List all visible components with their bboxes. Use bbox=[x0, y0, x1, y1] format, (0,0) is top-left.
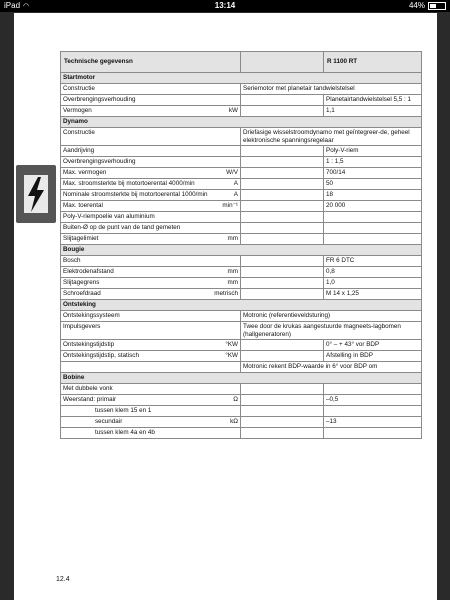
row-value: Afstelling in BDP bbox=[324, 351, 422, 362]
row-label-cell bbox=[61, 384, 241, 395]
row-label: Nominale stroomsterkte bij motortoerental 1000/min bbox=[63, 191, 208, 199]
row-value-wide: Motronic rekent BDP-waarde in 6° voor BDP om bbox=[241, 362, 422, 373]
row-unit: mm bbox=[227, 268, 238, 276]
row-label-cell bbox=[61, 311, 241, 322]
row-label-cell bbox=[61, 168, 241, 179]
row-value: M 14 x 1,25 bbox=[324, 289, 422, 300]
table-row bbox=[61, 362, 422, 373]
status-right bbox=[409, 0, 446, 12]
row-label: Elektrodenafstand bbox=[63, 268, 114, 276]
row-value-mid bbox=[241, 256, 324, 267]
header-mid bbox=[241, 52, 324, 73]
table-row bbox=[61, 340, 422, 351]
section-heading-dynamo bbox=[61, 117, 422, 128]
row-value: 50 bbox=[324, 179, 422, 190]
header-left: Technische gegevensn bbox=[61, 52, 241, 73]
row-label: Slijtagegrens bbox=[63, 279, 100, 287]
row-value bbox=[324, 428, 422, 439]
table-row bbox=[61, 106, 422, 117]
row-label: Overbrengingsverhouding bbox=[63, 158, 136, 166]
row-value-mid bbox=[241, 201, 324, 212]
table-header bbox=[61, 52, 422, 73]
row-value: 0,8 bbox=[324, 267, 422, 278]
row-label: Aandrijving bbox=[63, 147, 95, 155]
row-label-cell bbox=[61, 267, 241, 278]
bolt-graphic bbox=[16, 165, 56, 223]
row-value: 1,1 bbox=[324, 106, 422, 117]
wifi-icon: ◠ bbox=[23, 3, 30, 10]
row-label-cell bbox=[61, 351, 241, 362]
row-value-mid bbox=[241, 340, 324, 351]
row-label: Poly-V-riempoelie van aluminium bbox=[63, 213, 155, 221]
row-value-mid bbox=[241, 428, 324, 439]
row-unit: mm bbox=[227, 279, 238, 287]
row-label-cell bbox=[61, 395, 241, 406]
row-value-mid bbox=[241, 406, 324, 417]
table-row bbox=[61, 278, 422, 289]
table-row bbox=[61, 201, 422, 212]
row-label-cell bbox=[61, 179, 241, 190]
table-row bbox=[61, 168, 422, 179]
row-label-cell bbox=[61, 322, 241, 340]
row-label-cell bbox=[61, 340, 241, 351]
table-row bbox=[61, 256, 422, 267]
row-label: tussen klem 4a en 4b bbox=[95, 429, 155, 437]
row-label: Vermogen bbox=[63, 107, 92, 114]
row-value: 20 000 bbox=[324, 201, 422, 212]
row-value-mid bbox=[241, 384, 324, 395]
row-unit: °KW bbox=[225, 341, 238, 349]
row-label-cell bbox=[61, 146, 241, 157]
row-label-cell bbox=[61, 223, 241, 234]
row-unit: A bbox=[233, 180, 238, 188]
row-value: Poly-V-riem bbox=[324, 146, 422, 157]
battery-icon bbox=[428, 2, 446, 10]
row-unit: W/V bbox=[226, 169, 238, 177]
row-label: Ontstekingstijdstip, statisch bbox=[63, 352, 139, 360]
row-label: Buiten-Ø op de punt van de tand gemeten bbox=[63, 224, 181, 232]
row-label-cell bbox=[61, 234, 241, 245]
row-value-mid bbox=[241, 223, 324, 234]
ios-status-bar bbox=[0, 0, 450, 12]
table-row bbox=[61, 289, 422, 300]
table-row bbox=[61, 128, 422, 146]
row-label: secundair bbox=[95, 418, 123, 426]
row-label: Schroefdraad bbox=[63, 290, 101, 298]
row-unit: kW bbox=[228, 107, 238, 114]
row-value-mid bbox=[241, 179, 324, 190]
row-unit: A bbox=[233, 191, 238, 199]
table-row bbox=[61, 146, 422, 157]
row-label: Bosch bbox=[63, 257, 81, 265]
table-row bbox=[61, 417, 422, 428]
table-row bbox=[61, 95, 422, 106]
section-title: Bougie bbox=[61, 245, 422, 256]
row-value-mid bbox=[241, 417, 324, 428]
row-value bbox=[324, 406, 422, 417]
section-heading-startmotor bbox=[61, 73, 422, 84]
section-title: Ontsteking bbox=[61, 300, 422, 311]
row-value bbox=[324, 212, 422, 223]
row-value-mid bbox=[241, 95, 324, 106]
row-label: Max. vermogen bbox=[63, 169, 107, 177]
row-value-mid bbox=[241, 267, 324, 278]
row-label-cell bbox=[61, 95, 241, 106]
header-right: R 1100 RT bbox=[324, 52, 422, 73]
row-label: Slijtagelimiet bbox=[63, 235, 99, 243]
table-row bbox=[61, 234, 422, 245]
row-value-mid bbox=[241, 190, 324, 201]
row-value-mid bbox=[241, 106, 324, 117]
table-row bbox=[61, 267, 422, 278]
row-label-cell bbox=[61, 428, 241, 439]
document-page[interactable] bbox=[14, 13, 437, 600]
row-label-cell bbox=[61, 362, 241, 373]
row-label: tussen klem 15 en 1 bbox=[95, 407, 152, 415]
table-row bbox=[61, 322, 422, 340]
row-value-wide: Driefasige wisselstroomdynamo met geïntegreer-de, geheel elektronische spanningsregelaar bbox=[241, 128, 422, 146]
device-label: iPad bbox=[4, 1, 21, 10]
row-value: 0° – + 43° vor BDP bbox=[324, 340, 422, 351]
section-heading-bougie bbox=[61, 245, 422, 256]
row-value-mid bbox=[241, 395, 324, 406]
row-label-cell bbox=[61, 406, 241, 417]
row-value-mid bbox=[241, 212, 324, 223]
row-label-cell bbox=[61, 190, 241, 201]
row-value-mid bbox=[241, 351, 324, 362]
row-label: Ontstekingstijdstip bbox=[63, 341, 115, 349]
row-label-cell bbox=[61, 84, 241, 95]
battery-percent: 44% bbox=[408, 1, 425, 10]
row-label: Met dubbele vonk bbox=[63, 385, 113, 393]
row-value: –13 bbox=[324, 417, 422, 428]
row-label: Constructie bbox=[63, 129, 95, 136]
row-value: FR 6 DTC bbox=[324, 256, 422, 267]
section-title: Dynamo bbox=[61, 117, 422, 128]
row-label: Max. toerental bbox=[63, 202, 103, 210]
spec-table bbox=[60, 51, 422, 439]
row-unit: °KW bbox=[225, 352, 238, 360]
row-unit: metrisch bbox=[214, 290, 238, 298]
table-row bbox=[61, 395, 422, 406]
table-row bbox=[61, 179, 422, 190]
table-row bbox=[61, 384, 422, 395]
row-value: 700/14 bbox=[324, 168, 422, 179]
row-label: Overbrengingsverhouding bbox=[63, 96, 136, 103]
row-value bbox=[324, 384, 422, 395]
row-label-cell bbox=[61, 128, 241, 146]
battery-fill bbox=[430, 4, 436, 8]
row-label-cell bbox=[61, 278, 241, 289]
row-label: Max. stroomsterkte bij motortoerental 4000/min bbox=[63, 180, 195, 188]
row-value: Planetairtandwielstelsel 5,5 : 1 bbox=[324, 95, 422, 106]
row-label-cell bbox=[61, 212, 241, 223]
row-label-cell bbox=[61, 289, 241, 300]
row-value-wide: Seriemotor met planetair tandwielstelsel bbox=[241, 84, 422, 95]
row-label-cell bbox=[61, 157, 241, 168]
section-title: Startmotor bbox=[61, 73, 422, 84]
row-label-cell bbox=[61, 201, 241, 212]
row-label: Constructie bbox=[63, 85, 95, 92]
page-number: 12.4 bbox=[56, 576, 70, 583]
row-value-mid bbox=[241, 157, 324, 168]
row-unit: Ω bbox=[233, 396, 238, 404]
row-value bbox=[324, 234, 422, 245]
row-label: Weerstand: primair bbox=[63, 396, 117, 404]
row-value bbox=[324, 223, 422, 234]
row-label: Impulsgevers bbox=[63, 323, 101, 331]
row-value-mid bbox=[241, 146, 324, 157]
table-row bbox=[61, 212, 422, 223]
table-row bbox=[61, 223, 422, 234]
row-label-cell bbox=[61, 106, 241, 117]
row-label-cell bbox=[61, 256, 241, 267]
row-label-cell bbox=[61, 417, 241, 428]
table-row bbox=[61, 311, 422, 322]
section-title: Bobine bbox=[61, 373, 422, 384]
row-value-mid bbox=[241, 289, 324, 300]
row-unit: mm bbox=[227, 235, 238, 243]
table-row bbox=[61, 351, 422, 362]
table-row bbox=[61, 157, 422, 168]
row-value-wide: Twee door de krukas aangestuurde magneets-lagbomen (hallgeneratoren) bbox=[241, 322, 422, 340]
table-row bbox=[61, 190, 422, 201]
status-time: 13:14 bbox=[214, 1, 236, 10]
row-value-mid bbox=[241, 168, 324, 179]
row-label: Ontstekingssysteem bbox=[63, 312, 120, 320]
row-value: 1,0 bbox=[324, 278, 422, 289]
row-value-mid bbox=[241, 234, 324, 245]
row-value-wide: Motronic (referentieveldsturing) bbox=[241, 311, 422, 322]
section-heading-bobine bbox=[61, 373, 422, 384]
row-unit: kΩ bbox=[230, 418, 238, 426]
row-value: 18 bbox=[324, 190, 422, 201]
row-unit: min⁻¹ bbox=[222, 202, 238, 210]
table-row bbox=[61, 84, 422, 95]
table-row bbox=[61, 428, 422, 439]
row-value: –0,5 bbox=[324, 395, 422, 406]
table-row bbox=[61, 406, 422, 417]
row-value: 1 : 1,5 bbox=[324, 157, 422, 168]
electric-bolt-icon bbox=[16, 165, 56, 223]
section-heading-ontsteking bbox=[61, 300, 422, 311]
row-value-mid bbox=[241, 278, 324, 289]
